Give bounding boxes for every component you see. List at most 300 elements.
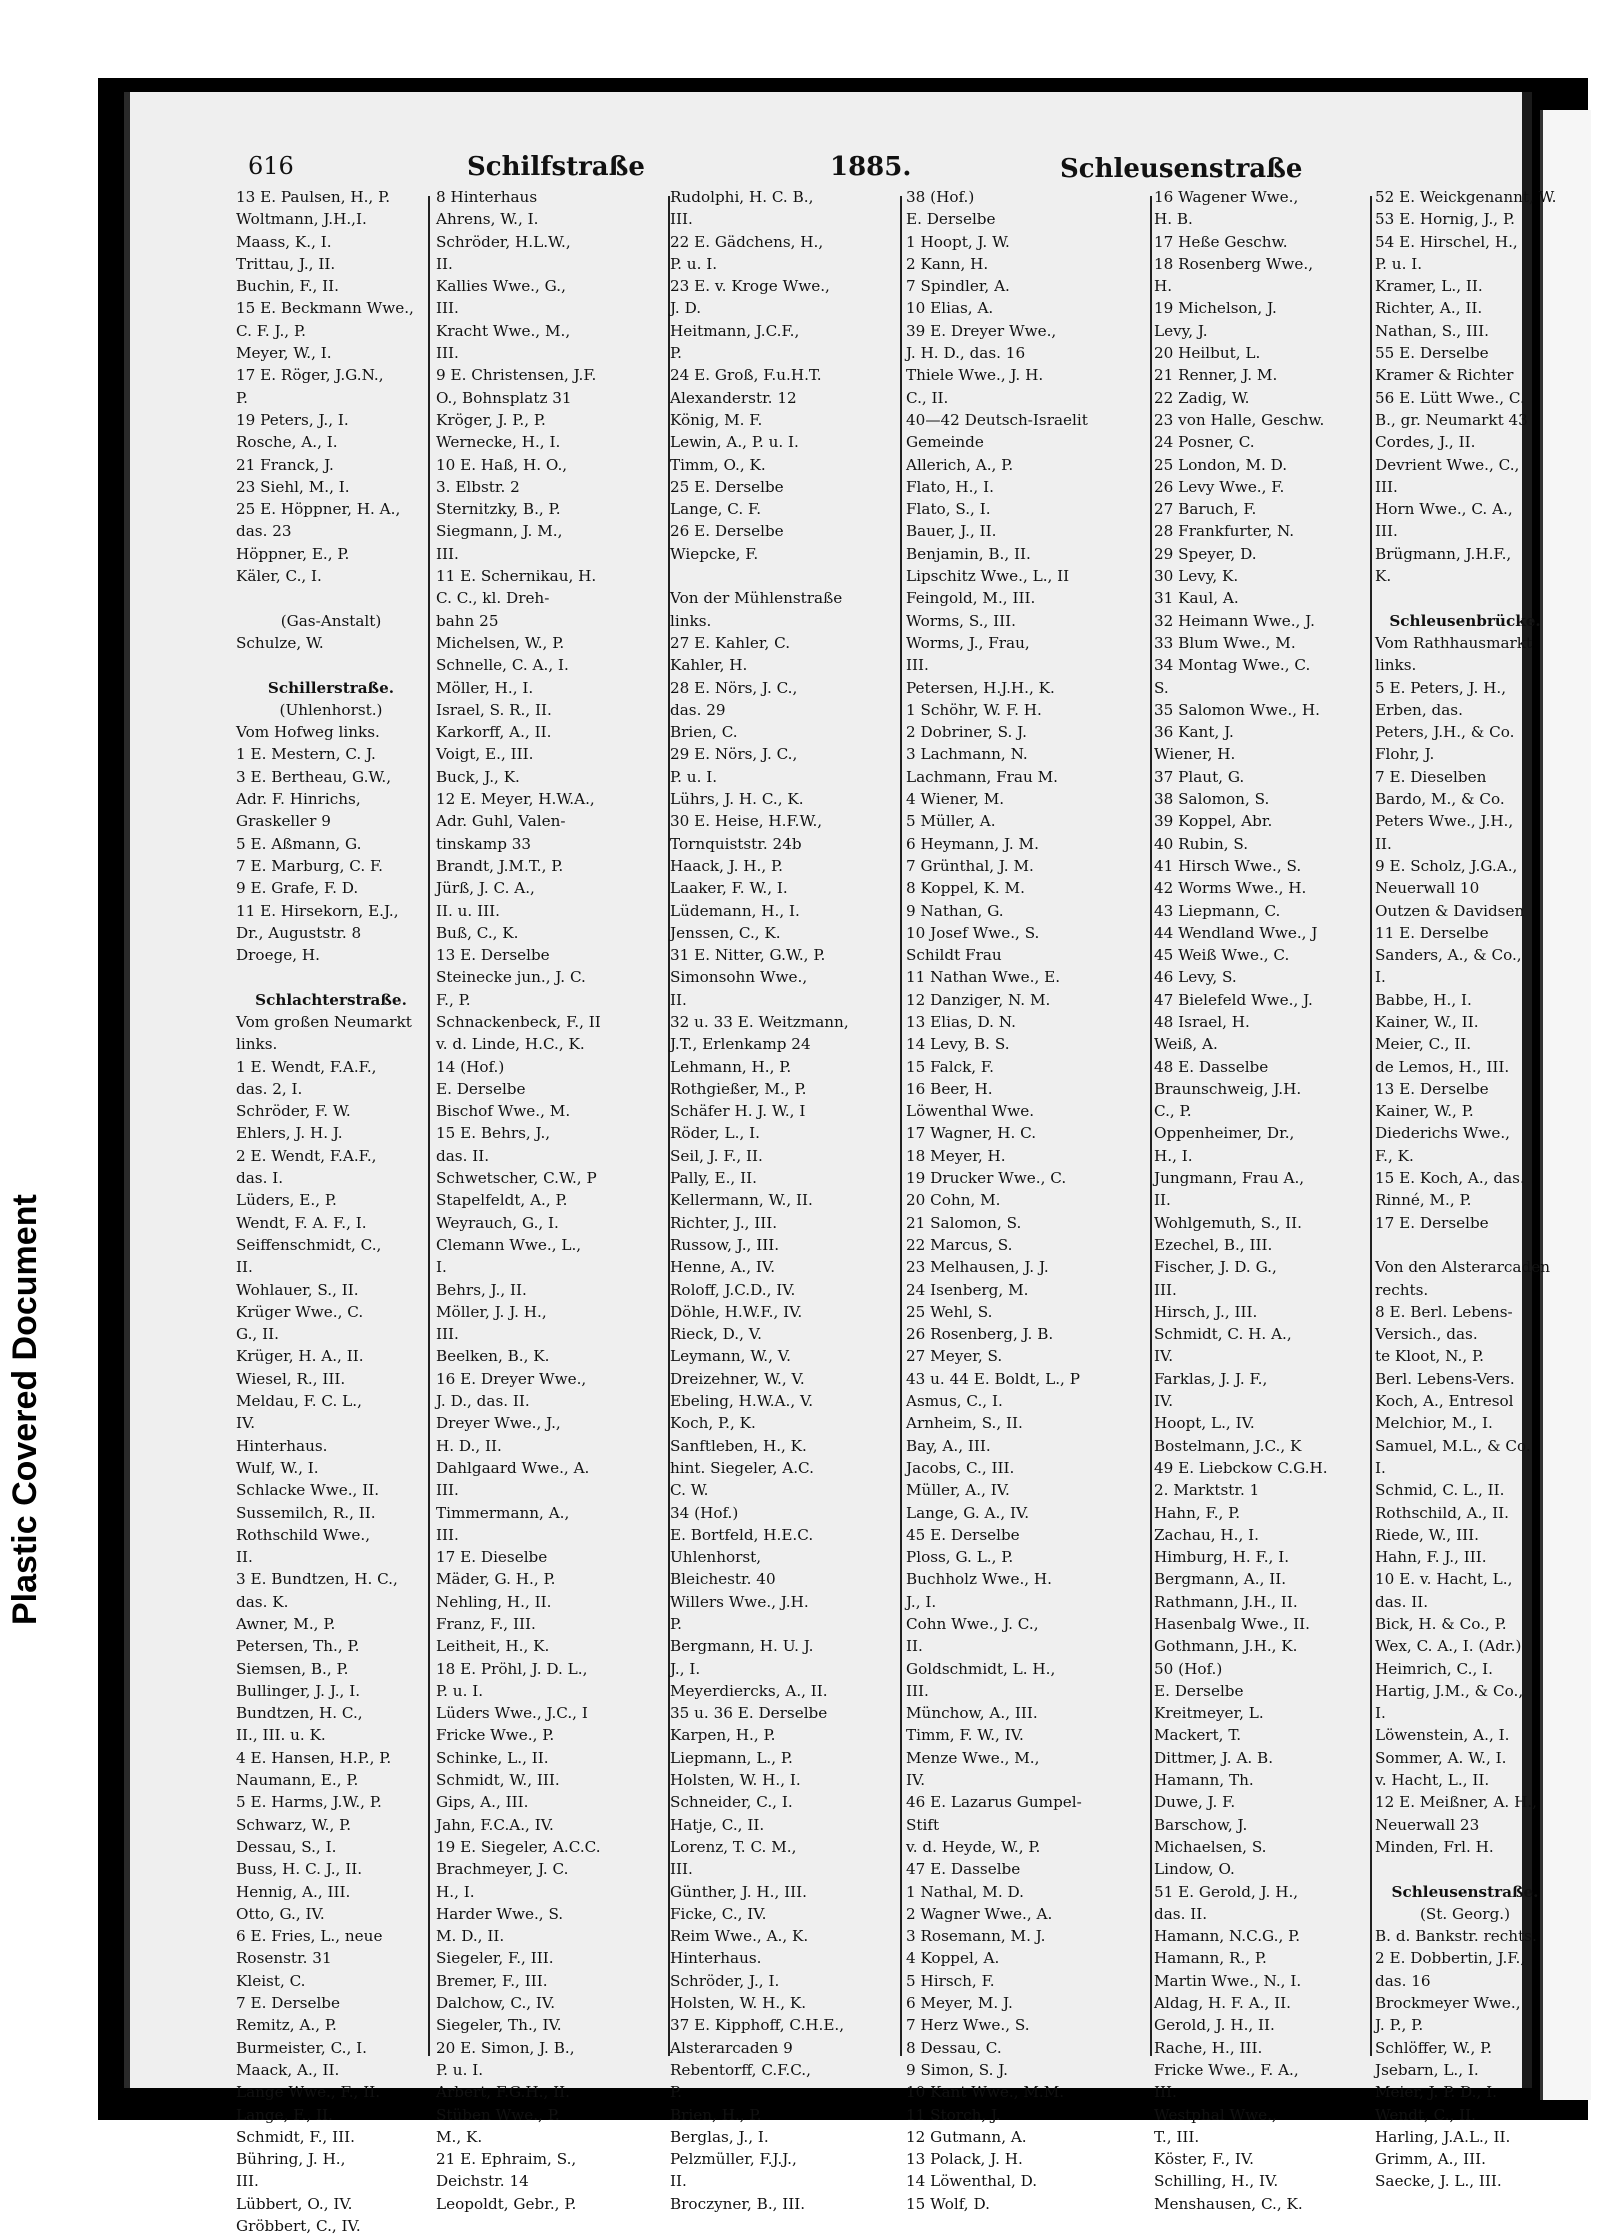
directory-entry: Devrient Wwe., C., [1375, 455, 1520, 474]
directory-entry: 14 Löwenthal, D. [906, 2172, 1038, 2191]
directory-entry: Henne, A., IV. [670, 1258, 776, 1277]
directory-entry: 52 E. Weickgenannt, W. [1375, 188, 1557, 206]
directory-entry: 13 E. Paulsen, H., P. [236, 188, 391, 206]
directory-entry: IV. [236, 1414, 256, 1433]
directory-entry: Melchior, M., I. [1375, 1414, 1493, 1433]
directory-entry: Nehling, H., II. [436, 1592, 552, 1611]
directory-entry: Kröger, J. P., P. [436, 410, 546, 429]
directory-entry: 39 E. Dreyer Wwe., [906, 321, 1057, 340]
directory-entry: Lorenz, T. C. M., [670, 1837, 797, 1856]
directory-entry: Kracht Wwe., M., [436, 321, 571, 340]
directory-entry: 40 Rubin, S. [1154, 834, 1249, 853]
directory-entry: 42 Worms Wwe., H. [1154, 879, 1307, 898]
directory-entry: Arbert, F.G.H., II. [436, 2083, 570, 2102]
directory-entry: das. II. [1154, 1904, 1208, 1923]
directory-entry: III. [436, 1525, 459, 1544]
directory-entry: Dahlgaard Wwe., A. [436, 1458, 590, 1477]
directory-entry: 7 Herz Wwe., S. [906, 2016, 1030, 2035]
directory-entry: 36 Kant, J. [1154, 723, 1234, 742]
directory-entry: Heitmann, J.C.F., [670, 321, 800, 340]
directory-entry: M. D., II. [436, 1927, 505, 1946]
directory-entry: II. [670, 990, 687, 1009]
directory-entry: Hahn, F., P. [1154, 1503, 1241, 1522]
directory-entry: 8 Koppel, K. M. [906, 879, 1025, 898]
directory-entry: 17 E. Röger, J.G.N., [236, 366, 384, 385]
directory-entry: Wohlgemuth, S., II. [1154, 1213, 1302, 1232]
directory-entry: Allerich, A., P. [906, 455, 1014, 474]
directory-entry: Schwetscher, C.W., P [436, 1169, 597, 1188]
directory-entry: das. 23 [236, 522, 292, 541]
directory-entry: P. [236, 388, 248, 407]
directory-entry: Kreitmeyer, L. [1154, 1704, 1264, 1723]
directory-entry: J. D. [670, 299, 702, 318]
directory-entry: Ahrens, W., I. [436, 210, 539, 229]
directory-entry: Steinecke jun., J. C. [436, 968, 586, 987]
directory-entry: Duwe, J. F. [1154, 1793, 1236, 1812]
directory-entry: Bühring, J. H., [236, 2150, 346, 2169]
directory-entry: Asmus, C., I. [906, 1392, 1003, 1411]
directory-entry: P. [670, 344, 682, 363]
directory-entry: O., Bohnsplatz 31 [436, 388, 572, 407]
directory-entry: Martin Wwe., N., I. [1154, 1971, 1302, 1990]
directory-entry: Hirsch, J., III. [1154, 1302, 1258, 1321]
directory-entry: E. Derselbe [1154, 1681, 1244, 1700]
directory-entry: 23 Melhausen, J. J. [906, 1258, 1049, 1277]
directory-entry: Vom Rathhausmarkt [1375, 633, 1533, 652]
directory-entry: Saecke, J. L., III. [1375, 2172, 1502, 2191]
directory-entry: Graskeller 9 [236, 812, 331, 831]
directory-entry: III. [670, 210, 693, 229]
directory-entry: 49 E. Liebckow C.G.H. [1154, 1458, 1328, 1477]
directory-entry: 12 Gutmann, A. [906, 2127, 1027, 2146]
directory-entry: Kainer, W., P. [1375, 1102, 1474, 1121]
directory-entry: Schlöffer, W., P. [1375, 2038, 1493, 2057]
directory-entry: Cordes, J., II. [1375, 433, 1476, 452]
directory-entry: K. [1375, 567, 1392, 586]
directory-entry: Gemeinde [906, 433, 984, 452]
directory-entry: 50 (Hof.) [1154, 1659, 1223, 1678]
directory-entry: 46 E. Lazarus Gumpel- [906, 1793, 1082, 1812]
directory-entry: 33 Blum Wwe., M. [1154, 633, 1296, 652]
directory-entry: 3. Elbstr. 2 [436, 477, 520, 496]
directory-entry: Weiß, A. [1154, 1035, 1218, 1054]
directory-entry: Minden, Frl. H. [1375, 1837, 1494, 1856]
directory-entry: 22 Zadig, W. [1154, 388, 1250, 407]
directory-entry: Holsten, W. H., I. [670, 1771, 801, 1790]
column-rule [1370, 196, 1372, 2056]
directory-entry: Zachau, H., I. [1154, 1525, 1259, 1544]
directory-entry: C. W. [670, 1481, 709, 1500]
directory-entry: Menshausen, C., K. [1154, 2194, 1303, 2213]
directory-entry: Dr., Auguststr. 8 [236, 923, 362, 942]
directory-entry: Heimrich, C., I. [1375, 1659, 1493, 1678]
directory-entry: Meier, J. P. D., I. [1375, 2083, 1497, 2102]
directory-entry: 20 Heilbut, L. [1154, 344, 1261, 363]
directory-entry: 43 u. 44 E. Boldt, L., P [906, 1369, 1080, 1388]
directory-entry: Wohlauer, S., II. [236, 1280, 359, 1299]
directory-entry: das. K. [236, 1592, 289, 1611]
directory-entry: 2 Dobriner, S. J. [906, 723, 1027, 742]
directory-entry: III. [906, 1681, 929, 1700]
directory-entry: Pelzmüller, F.J.J., [670, 2150, 797, 2169]
directory-entry: 12 E. Meißner, A. H., [1375, 1793, 1537, 1812]
directory-entry: 15 E. Behrs, J., [436, 1124, 551, 1143]
directory-entry: Hennig, A., III. [236, 1882, 351, 1901]
directory-entry: 53 E. Hornig, J., P. [1375, 210, 1515, 229]
directory-entry: C., P. [1154, 1102, 1192, 1121]
directory-entry: Lange, G. A., IV. [906, 1503, 1030, 1522]
directory-entry: Droege, H. [236, 946, 321, 965]
directory-entry: Schnackenbeck, F., II [436, 1012, 601, 1031]
directory-entry: H., I. [436, 1882, 475, 1901]
directory-entry: Jenssen, C., K. [670, 923, 781, 942]
directory-entry: 37 Plaut, G. [1154, 767, 1245, 786]
directory-entry: 7 Spindler, A. [906, 277, 1010, 296]
directory-entry: das. 2, I. [236, 1079, 303, 1098]
directory-entry: 2 Wagner Wwe., A. [906, 1904, 1053, 1923]
blank-line [1375, 587, 1555, 609]
directory-entry: links. [670, 611, 712, 630]
directory-entry: Schröder, H.L.W., [436, 232, 571, 251]
directory-entry: 47 Bielefeld Wwe., J. [1154, 990, 1313, 1009]
directory-entry: das. I. [236, 1169, 284, 1188]
directory-entry: Wendt, C., II. [1375, 2105, 1477, 2124]
directory-entry: S. [1154, 678, 1169, 697]
directory-entry: 5 E. Peters, J. H., [1375, 678, 1507, 697]
directory-entry: B., gr. Neumarkt 43 [1375, 410, 1528, 429]
directory-entry: Peters Wwe., J.H., [1375, 812, 1514, 831]
directory-entry: Wiener, H. [1154, 745, 1236, 764]
directory-entry: Bischof Wwe., M. [436, 1102, 571, 1121]
directory-entry: IV. [1154, 1392, 1174, 1411]
directory-entry: Haack, J. H., P. [670, 856, 783, 875]
directory-entry: Lehmann, H., P. [670, 1057, 792, 1076]
directory-entry: Timm, O., K. [670, 455, 766, 474]
directory-entry: III. [906, 656, 929, 675]
directory-entry: Höppner, E., P. [236, 544, 350, 563]
directory-entry: 8 Hinterhaus [436, 188, 538, 206]
directory-entry: H. [1154, 277, 1173, 296]
directory-entry: Braunschweig, J.H. [1154, 1079, 1302, 1098]
directory-entry: H. B. [1154, 210, 1193, 229]
directory-entry: 3 E. Bertheau, G.W., [236, 767, 392, 786]
directory-entry: Aldag, H. F. A., II. [1154, 1994, 1291, 2013]
directory-entry: Worms, S., III. [906, 611, 1017, 630]
blank-line [236, 587, 426, 609]
directory-entry: C. F. J., P. [236, 321, 306, 340]
directory-entry: Hamann, Th. [1154, 1771, 1254, 1790]
directory-entry: Kellermann, W., II. [670, 1191, 813, 1210]
directory-entry: 13 Polack, J. H. [906, 2150, 1023, 2169]
directory-entry: 17 Heße Geschw. [1154, 232, 1288, 251]
directory-entry: Meyerdiercks, A., II. [670, 1681, 828, 1700]
directory-entry: Maack, A., II. [236, 2060, 340, 2079]
directory-entry: 35 Salomon Wwe., H. [1154, 700, 1320, 719]
directory-entry: Michelsen, W., P. [436, 633, 565, 652]
side-label: Plastic Covered Document [6, 1194, 44, 1625]
directory-entry: Weyrauch, G., I. [436, 1213, 559, 1232]
directory-entry: 56 E. Lütt Wwe., C. [1375, 388, 1525, 407]
directory-entry: 28 Frankfurter, N. [1154, 522, 1295, 541]
directory-entry: Flato, S., I. [906, 500, 991, 519]
directory-entry: das. 29 [670, 700, 726, 719]
directory-entry: 19 E. Siegeler, A.C.C. [436, 1837, 601, 1856]
directory-entry: Tornquiststr. 24b [670, 834, 802, 853]
directory-entry: Sanders, A., & Co., [1375, 946, 1522, 965]
directory-entry: 3 E. Bundtzen, H. C., [236, 1570, 398, 1589]
directory-entry: Bergmann, H. U. J. [670, 1637, 814, 1656]
directory-entry: Jahn, F.C.A., IV. [436, 1815, 554, 1834]
directory-entry: Gothmann, J.H., K. [1154, 1637, 1298, 1656]
directory-entry: Von den Alsterarcaden [1375, 1258, 1550, 1277]
directory-entry: Voigt, E., III. [436, 745, 534, 764]
directory-entry: 7 Grünthal, J. M. [906, 856, 1034, 875]
directory-entry: 13 E. Derselbe [1375, 1079, 1489, 1098]
directory-entry: Jungmann, Frau A., [1154, 1169, 1305, 1188]
directory-entry: das. II. [1375, 1592, 1429, 1611]
directory-entry: E. Bortfeld, H.E.C. [670, 1525, 814, 1544]
directory-entry: Dittmer, J. A. B. [1154, 1748, 1274, 1767]
directory-entry: 40—42 Deutsch-Israelit [906, 410, 1088, 429]
directory-entry: Trittau, J., II. [236, 254, 336, 273]
directory-entry: 5 Müller, A. [906, 812, 996, 831]
directory-entry: Schleusenbrücke. [1389, 611, 1541, 630]
directory-entry: Brien, C. [670, 723, 738, 742]
directory-entry: Lange Wwe., F., II. [236, 2083, 381, 2102]
directory-entry: Sternitzky, B., P. [436, 500, 561, 519]
directory-entry: Gröbbert, C., IV. [236, 2217, 361, 2236]
directory-entry: I. [1375, 1704, 1386, 1723]
directory-entry: 23 von Halle, Geschw. [1154, 410, 1325, 429]
directory-entry: Buchholz Wwe., H. [906, 1570, 1052, 1589]
directory-entry: Benjamin, B., II. [906, 544, 1031, 563]
blank-line [670, 565, 900, 587]
directory-entry: Kleist, C. [236, 1971, 306, 1990]
directory-entry: Bick, H. & Co., P. [1375, 1615, 1507, 1633]
directory-entry: 23 Siehl, M., I. [236, 477, 350, 496]
directory-entry: III. [1375, 477, 1398, 496]
directory-entry: Naumann, E., P. [236, 1771, 359, 1790]
directory-entry: 27 E. Kahler, C. [670, 633, 791, 652]
directory-entry: 32 u. 33 E. Weitzmann, [670, 1012, 849, 1031]
directory-entry: Dreyer Wwe., J., [436, 1414, 561, 1433]
directory-entry: 9 Simon, S. J. [906, 2060, 1008, 2079]
blank-line [236, 966, 426, 988]
directory-entry: Karpen, H., P. [670, 1726, 776, 1745]
directory-entry: Hasenbalg Wwe., II. [1154, 1615, 1310, 1633]
directory-entry: Deichstr. 14 [436, 2172, 529, 2191]
directory-entry: Rieck, D., V. [670, 1325, 762, 1344]
directory-entry: P. u. I. [436, 2060, 484, 2079]
directory-entry: Schlacke Wwe., II. [236, 1481, 380, 1500]
directory-entry: Röder, L., I. [670, 1124, 760, 1143]
directory-entry: Awner, M., P. [236, 1615, 336, 1633]
directory-entry: Timm, F. W., IV. [906, 1726, 1024, 1745]
directory-entry: Wex, C. A., I. (Adr.) [1375, 1637, 1522, 1656]
directory-entry: hint. Siegeler, A.C. [670, 1458, 814, 1477]
directory-entry: v. Hacht, L., II. [1375, 1771, 1490, 1790]
directory-entry: 6 Meyer, M. J. [906, 1994, 1013, 2013]
directory-entry: 21 Franck, J. [236, 455, 334, 474]
directory-entry: 5 E. Aßmann, G. [236, 834, 362, 853]
directory-entry: Schlachterstraße. [255, 990, 407, 1009]
directory-entry: v. d. Linde, H.C., K. [436, 1035, 585, 1054]
directory-entry: 20 Cohn, M. [906, 1191, 1001, 1210]
directory-entry: 43 Liepmann, C. [1154, 901, 1281, 920]
directory-entry: 24 E. Groß, F.u.H.T. [670, 366, 822, 385]
directory-entry: Himburg, H. F., I. [1154, 1548, 1290, 1567]
directory-entry: 41 Hirsch Wwe., S. [1154, 856, 1302, 875]
directory-entry: II., III. u. K. [236, 1726, 326, 1745]
directory-entry: Brandt, J.M.T., P. [436, 856, 564, 875]
directory-entry: 39 Koppel, Abr. [1154, 812, 1273, 831]
directory-entry: 15 Wolf, D. [906, 2194, 990, 2213]
directory-entry: C., II. [906, 388, 949, 407]
directory-entry: 20 E. Simon, J. B., [436, 2038, 575, 2057]
directory-entry: 19 Drucker Wwe., C. [906, 1169, 1067, 1188]
directory-entry: II. [670, 2172, 687, 2191]
directory-entry: III. [436, 1325, 459, 1344]
directory-entry: Sommer, A. W., I. [1375, 1748, 1507, 1767]
directory-entry: Schmid, C. L., II. [1375, 1481, 1505, 1500]
directory-entry: Ficke, C., IV. [670, 1904, 767, 1923]
directory-entry: Schäfer H. J. W., I [670, 1102, 806, 1121]
directory-entry: Krüger, H. A., II. [236, 1347, 364, 1366]
directory-entry: 29 E. Nörs, J. C., [670, 745, 798, 764]
directory-entry: 14 Levy, B. S. [906, 1035, 1010, 1054]
directory-entry: Meldau, F. C. L., [236, 1392, 362, 1411]
directory-column-4 [906, 186, 1156, 2213]
directory-entry: Sussemilch, R., II. [236, 1503, 376, 1522]
directory-entry: Fricke Wwe., P. [436, 1726, 555, 1745]
directory-entry: Worms, J., Frau, [906, 633, 1030, 652]
directory-entry: Lüders, E., P. [236, 1191, 337, 1210]
directory-entry: Siegeler, Th., IV. [436, 2016, 562, 2035]
directory-entry: (St. Georg.) [1419, 1904, 1511, 1923]
directory-entry: Neuerwall 23 [1375, 1815, 1480, 1834]
directory-entry: Wernecke, H., I. [436, 433, 561, 452]
directory-entry: III. [236, 2172, 259, 2191]
directory-entry: III. [436, 544, 459, 563]
directory-entry: 51 E. Gerold, J. H., [1154, 1882, 1299, 1901]
directory-entry: Lührs, J. H. C., K. [670, 790, 804, 809]
directory-entry: E. Derselbe [906, 210, 996, 229]
directory-entry: König, M. F. [670, 410, 763, 429]
directory-entry: Meyer, W., I. [236, 344, 332, 363]
directory-entry: 2 E. Dobbertin, J.F., [1375, 1949, 1526, 1968]
directory-entry: Krüger Wwe., C. [236, 1302, 364, 1321]
directory-entry: 2. Marktstr. 1 [1154, 1481, 1260, 1500]
directory-entry: III. [1154, 1280, 1177, 1299]
blank-line [236, 654, 426, 676]
directory-entry: F., K. [1375, 1146, 1414, 1165]
directory-entry: Uhlenhorst, [670, 1548, 762, 1567]
directory-entry: Alsterarcaden 9 [670, 2038, 793, 2057]
directory-entry: 1 Nathal, M. D. [906, 1882, 1024, 1901]
directory-entry: Meier, C., II. [1375, 1035, 1472, 1054]
directory-column-3 [670, 186, 900, 2213]
directory-entry: Kainer, W., II. [1375, 1012, 1479, 1031]
directory-entry: Nathan, S., III. [1375, 321, 1489, 340]
directory-entry: Mäder, G. H., P. [436, 1570, 556, 1589]
directory-entry: II. u. III. [436, 901, 500, 920]
directory-entry: Bundtzen, H. C., [236, 1704, 363, 1723]
directory-entry: Koch, P., K. [670, 1414, 756, 1433]
directory-entry: II. [1375, 834, 1392, 853]
directory-entry: 32 Heimann Wwe., J. [1154, 611, 1315, 630]
directory-entry: Rebentorff, C.F.C., [670, 2060, 811, 2079]
directory-entry: Lewin, A., P. u. I. [670, 433, 799, 452]
directory-entry: J., I. [670, 1659, 701, 1678]
directory-entry: Schnelle, C. A., I. [436, 656, 569, 675]
blank-line [1375, 1234, 1555, 1256]
directory-entry: II. [436, 254, 453, 273]
directory-entry: P. [670, 1615, 682, 1633]
directory-entry: P. u. I. [670, 254, 718, 273]
directory-entry: Rinné, M., P. [1375, 1191, 1472, 1210]
directory-entry: I. [1375, 1458, 1386, 1477]
directory-entry: Bullinger, J. J., I. [236, 1681, 361, 1700]
directory-entry: Alexanderstr. 12 [670, 388, 797, 407]
directory-entry: 25 London, M. D. [1154, 455, 1288, 474]
directory-entry: J. P., P. [1375, 2016, 1424, 2035]
directory-entry: E. Derselbe [436, 1079, 526, 1098]
running-head-year: 1885. [830, 152, 912, 182]
directory-entry: Gerold, J. H., II. [1154, 2016, 1275, 2035]
directory-entry: III. [436, 299, 459, 318]
directory-entry: Stift [906, 1815, 940, 1834]
directory-entry: 4 E. Hansen, H.P., P. [236, 1748, 392, 1767]
directory-entry: Siegeler, F., III. [436, 1949, 554, 1968]
directory-entry: Broczyner, B., III. [670, 2194, 806, 2213]
directory-entry: Bay, A., III. [906, 1436, 991, 1455]
directory-entry: Möller, J. J. H., [436, 1302, 547, 1321]
directory-entry: Leitheit, H., K. [436, 1637, 550, 1656]
directory-entry: Schröder, J., I. [670, 1971, 780, 1990]
directory-column-5 [1154, 186, 1368, 2213]
directory-entry: 47 E. Dasselbe [906, 1860, 1021, 1879]
directory-entry: Dalchow, C., IV. [436, 1994, 556, 2013]
directory-entry: Jürß, J. C. A., [436, 879, 535, 898]
directory-entry: 15 Falck, F. [906, 1057, 994, 1076]
directory-entry: Buss, H. C. J., II. [236, 1860, 363, 1879]
directory-entry: Rudolphi, H. C. B., [670, 188, 814, 206]
directory-entry: II. [906, 1637, 923, 1656]
directory-entry: tinskamp 33 [436, 834, 532, 853]
directory-entry: Samuel, M.L., & Co. [1375, 1436, 1531, 1455]
directory-entry: I. [436, 1258, 447, 1277]
directory-entry: Hahn, F. J., III. [1375, 1548, 1487, 1567]
directory-entry: Vom großen Neumarkt [236, 1012, 412, 1031]
directory-entry: 26 E. Derselbe [670, 522, 784, 541]
directory-entry: Oppenheimer, Dr., [1154, 1124, 1295, 1143]
directory-entry: 9 E. Scholz, J.G.A., [1375, 856, 1518, 875]
directory-entry: Brachmeyer, J. C. [436, 1860, 569, 1879]
directory-entry: 45 Weiß Wwe., C. [1154, 946, 1290, 965]
directory-entry: Schildt Frau [906, 946, 1002, 965]
directory-entry: Sanftleben, H., K. [670, 1436, 807, 1455]
directory-entry: Ehlers, J. H. J. [236, 1124, 343, 1143]
directory-entry: Rosenstr. 31 [236, 1949, 332, 1968]
directory-entry: Schwarz, W., P. [236, 1815, 352, 1834]
directory-entry: bahn 25 [436, 611, 499, 630]
directory-entry: Jsebarn, L., I. [1375, 2060, 1479, 2079]
directory-entry: III. [670, 1860, 693, 1879]
directory-entry: 7 E. Derselbe [236, 1994, 341, 2013]
directory-entry: Liepmann, L., P. [670, 1748, 793, 1767]
directory-entry: 17 Wagner, H. C. [906, 1124, 1037, 1143]
column-rule [428, 196, 430, 2056]
